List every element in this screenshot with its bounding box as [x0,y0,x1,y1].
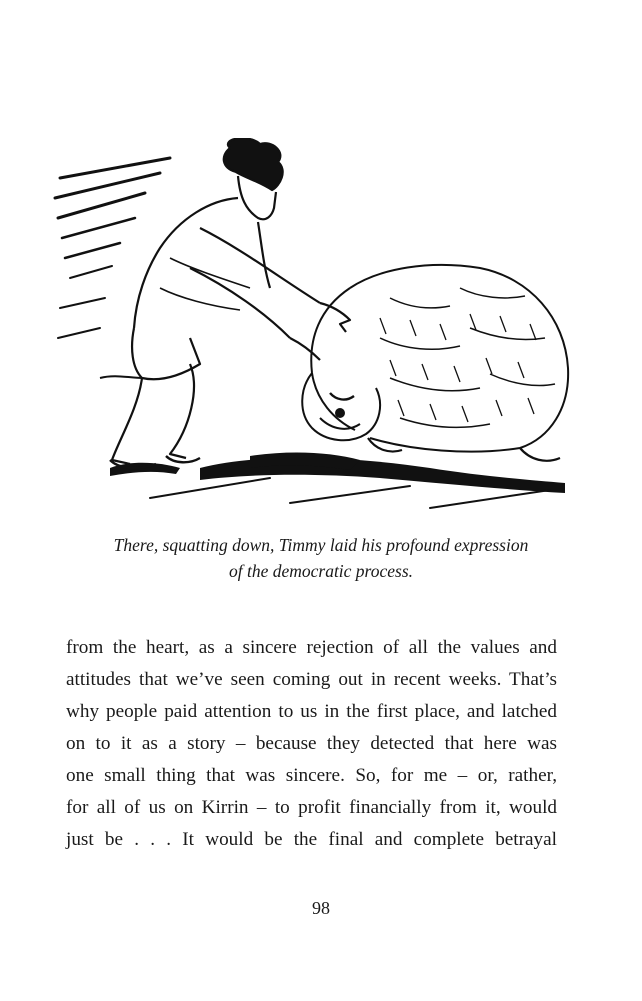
illustration-boy-and-dog [50,138,575,516]
text-line: one small thing that was sincere. So, for me – or, rather, [66,765,557,786]
boy-figure [100,138,350,468]
ground-shading [110,453,565,493]
body-paragraph [66,632,557,856]
caption-line: There, squatting down, Timmy laid his profound expression [113,535,529,555]
text-line: from the heart, as a sincere rejection of all the values and [66,637,557,658]
text-line: attitudes that we’ve seen coming out in recent weeks. That’s [66,669,557,690]
text-line: on to it as a story – because they detected that here was [66,733,557,754]
text-line: why people paid attention to us in the first place, and latched [66,701,557,722]
illustration-caption [40,532,602,584]
ink-drawing [50,138,575,516]
text-line: for all of us on Kirrin – to profit financially from it, would [66,797,557,818]
dog-figure [302,265,568,461]
caption-line: of the democratic process. [228,561,414,581]
page-number: 98 [312,898,330,918]
text-line: just be . . . It would be the final and complete betrayal [66,829,557,850]
